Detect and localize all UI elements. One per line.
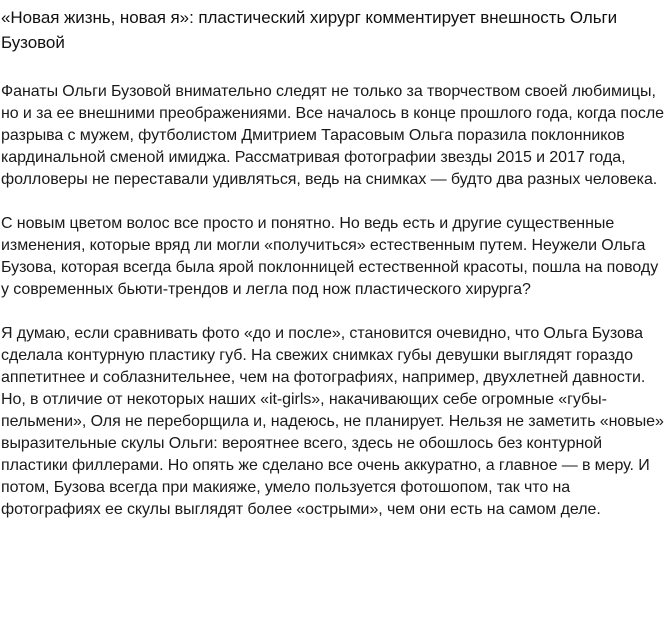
- article-paragraph: С новым цветом волос все просто и понятно. Но ведь есть и другие существенные изменения, которые вряд ли могли «получиться» естественным путем. Неужели Ольга Бузова, которая всегда была ярой поклонницей естественной красоты, пошла на поводу у современных бьюти-трендов и легла под нож пластического хирурга?: [1, 215, 659, 298]
- article-paragraph: Фанаты Ольги Бузовой внимательно следят не только за творчеством своей любимицы, но и за ее внешними преображениями. Все началось в конце прошлого года, когда после разрыва с мужем, футболистом Дмитрием Тарасовым Ольга поразила поклонников кардинальной сменой имиджа. Рассматривая фотографии звезды 2015 и 2017 года, фолловеры не переставали удивляться, ведь на снимках — будто два разных человека.: [1, 83, 665, 188]
- article-paragraph: Я думаю, если сравнивать фото «до и после», становится очевидно, что Ольга Бузова сделала контурную пластику губ. На свежих снимках губы девушки выглядят гораздо аппетитнее и соблазнительнее, чем на фотографиях, например, двухлетней давности. Но, в отличие от некоторых наших «it-girls», накачивающих себе огромные «губы-пельмени», Оля не переборщила и, надеюсь, не планирует. Нельзя не заметить «новые» выразительные скулы Ольги: вероятнее всего, здесь не обошлось без контурной пластики филлерами. Но опять же сделано все очень аккуратно, а главное — в меру. И потом, Бузова всегда при макияже, умело пользуется фотошопом, так что на фотографиях ее скулы выглядят более «острыми», чем они есть на самом деле.: [1, 325, 664, 518]
- article-body: [1, 81, 666, 521]
- article-title: «Новая жизнь, новая я»: пластический хирург комментирует внешность Ольги Бузовой: [1, 8, 618, 52]
